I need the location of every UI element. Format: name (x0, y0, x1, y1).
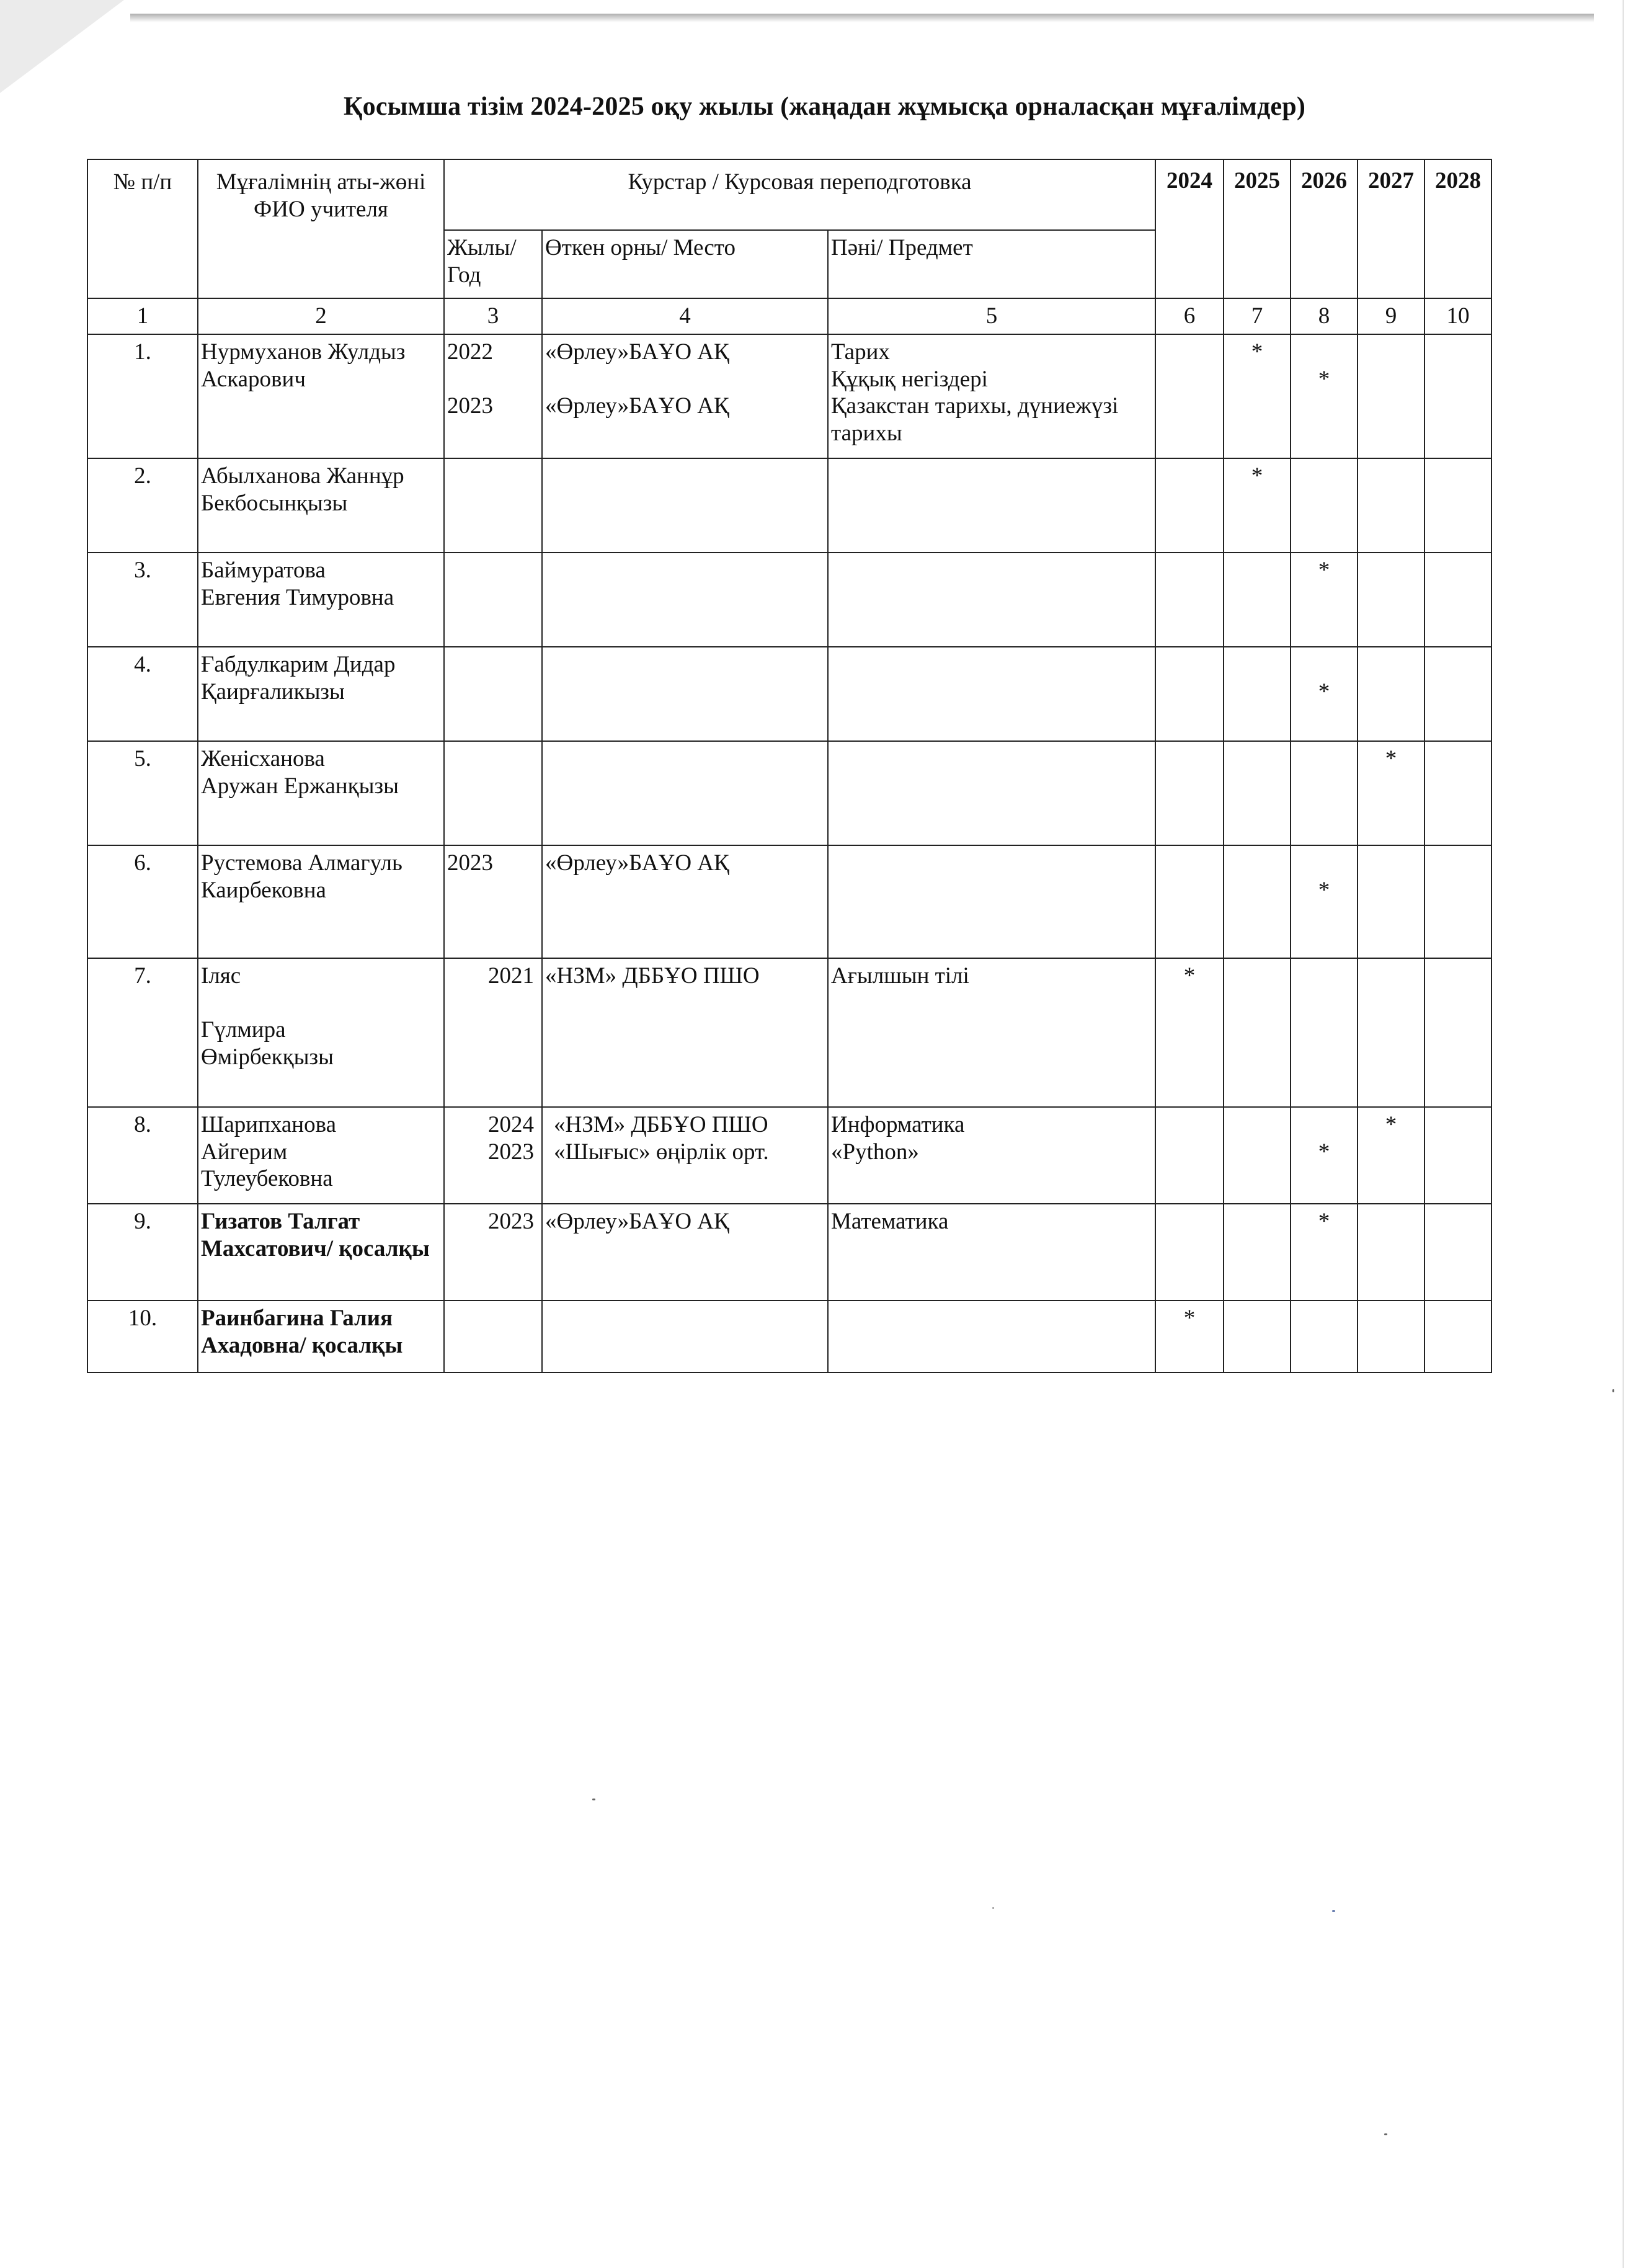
year-mark-2025 (1224, 553, 1291, 647)
year-mark-2027: * (1358, 741, 1425, 845)
row-number: 9. (87, 1204, 198, 1301)
year-mark-2028 (1425, 458, 1491, 553)
index-cell: 5 (828, 298, 1155, 334)
table-row (87, 458, 1491, 553)
table-row (87, 741, 1491, 845)
courses-table (87, 159, 1492, 1373)
page-title: Қосымша тізім 2024-2025 оқу жылы (жаңадан жұмысқа орналасқан мұғалімдер) (343, 92, 1306, 121)
header-teacher: Мұғалімнің аты-жөні ФИО учителя (198, 159, 444, 298)
teacher-name: Нурмуханов Жулдыз Аскарович (198, 334, 444, 458)
year-mark-2027 (1358, 334, 1425, 458)
year-mark-2026: * (1291, 845, 1358, 958)
year-mark-2024 (1155, 458, 1224, 553)
course-place (542, 741, 828, 845)
year-mark-2027: * (1358, 1107, 1425, 1204)
course-place: «Өрлеу»БАҰО АҚ (542, 1204, 828, 1301)
course-subject: Информатика «Python» (828, 1107, 1155, 1204)
scan-speck (992, 1907, 994, 1909)
course-place: «Өрлеу»БАҰО АҚ «Өрлеу»БАҰО АҚ (542, 334, 828, 458)
header-place-col: Өткен орны/ Место (542, 230, 828, 298)
course-place (542, 553, 828, 647)
teacher-name: Гизатов Талгат Махсатович/ қосалқы (198, 1204, 444, 1301)
year-mark-2025: * (1224, 458, 1291, 553)
year-mark-2026: * (1291, 1204, 1358, 1301)
course-subject: Тарих Құқық негіздері Қазакстан тарихы, дүниежүзі тарихы (828, 334, 1155, 458)
row-number: 1. (87, 334, 198, 458)
course-year (444, 553, 542, 647)
year-mark-2024 (1155, 741, 1224, 845)
year-mark-2024: * (1155, 1301, 1224, 1372)
header-year-2026: 2026 (1291, 159, 1358, 298)
index-cell: 6 (1155, 298, 1224, 334)
row-number: 3. (87, 553, 198, 647)
year-mark-2025 (1224, 958, 1291, 1107)
year-mark-2028 (1425, 1107, 1491, 1204)
year-mark-2028 (1425, 958, 1491, 1107)
year-mark-2026: * (1291, 553, 1358, 647)
year-mark-2025 (1224, 845, 1291, 958)
year-mark-2024 (1155, 647, 1224, 741)
index-cell: 7 (1224, 298, 1291, 334)
year-mark-2027 (1358, 553, 1425, 647)
index-cell: 9 (1358, 298, 1425, 334)
course-subject (828, 458, 1155, 553)
course-subject: Математика (828, 1204, 1155, 1301)
table-row (87, 845, 1491, 958)
scan-corner-shadow (0, 0, 124, 93)
course-year (444, 1301, 542, 1372)
index-cell: 10 (1425, 298, 1491, 334)
scan-speck (592, 1799, 595, 1800)
year-mark-2024: * (1155, 958, 1224, 1107)
scan-speck (1332, 1910, 1335, 1912)
year-mark-2028 (1425, 553, 1491, 647)
index-cell: 3 (444, 298, 542, 334)
course-year: 2024 2023 (444, 1107, 542, 1204)
course-year: 2022 2023 (444, 334, 542, 458)
table-row (87, 1301, 1491, 1372)
year-mark-2025 (1224, 1301, 1291, 1372)
teacher-name: Рустемова Алмагуль Каирбековна (198, 845, 444, 958)
year-mark-2024 (1155, 1107, 1224, 1204)
year-mark-2027 (1358, 1301, 1425, 1372)
year-mark-2028 (1425, 334, 1491, 458)
year-mark-2025 (1224, 647, 1291, 741)
header-courses: Курстар / Курсовая переподготовка (444, 159, 1155, 230)
table-row (87, 647, 1491, 741)
course-subject (828, 553, 1155, 647)
year-mark-2028 (1425, 741, 1491, 845)
course-place (542, 458, 828, 553)
year-mark-2026 (1291, 958, 1358, 1107)
header-row-top (87, 159, 1491, 230)
course-year (444, 647, 542, 741)
course-year (444, 458, 542, 553)
teacher-name: Раинбагина Галия Ахадовна/ қосалқы (198, 1301, 444, 1372)
teacher-name: Іляс Гүлмира Өмірбекқызы (198, 958, 444, 1107)
teacher-name: Шарипханова Айгерим Тулеубековна (198, 1107, 444, 1204)
scan-speck (1384, 2133, 1387, 2135)
year-mark-2024 (1155, 845, 1224, 958)
header-year-2028: 2028 (1425, 159, 1491, 298)
course-place: «Өрлеу»БАҰО АҚ (542, 845, 828, 958)
year-mark-2027 (1358, 647, 1425, 741)
course-subject: Ағылшын тілі (828, 958, 1155, 1107)
course-subject (828, 647, 1155, 741)
course-subject (828, 1301, 1155, 1372)
year-mark-2025: * (1224, 334, 1291, 458)
table-row (87, 334, 1491, 458)
header-year-2027: 2027 (1358, 159, 1425, 298)
table-row (87, 553, 1491, 647)
row-number: 5. (87, 741, 198, 845)
year-mark-2026: * (1291, 334, 1358, 458)
row-number: 2. (87, 458, 198, 553)
row-number: 7. (87, 958, 198, 1107)
year-mark-2025 (1224, 741, 1291, 845)
index-cell: 4 (542, 298, 828, 334)
teacher-name: Ғабдулкарим Дидар Қаирғаликызы (198, 647, 444, 741)
year-mark-2025 (1224, 1107, 1291, 1204)
index-cell: 8 (1291, 298, 1358, 334)
year-mark-2026 (1291, 458, 1358, 553)
year-mark-2028 (1425, 1301, 1491, 1372)
course-year: 2023 (444, 1204, 542, 1301)
year-mark-2027 (1358, 958, 1425, 1107)
row-number: 4. (87, 647, 198, 741)
year-mark-2025 (1224, 1204, 1291, 1301)
index-cell: 1 (87, 298, 198, 334)
teacher-name: Абылханова Жаннұр Бекбосынқызы (198, 458, 444, 553)
year-mark-2026: * (1291, 647, 1358, 741)
year-mark-2024 (1155, 1204, 1224, 1301)
table-row (87, 1107, 1491, 1204)
year-mark-2027 (1358, 458, 1425, 553)
year-mark-2028 (1425, 1204, 1491, 1301)
header-num: № п/п (87, 159, 198, 298)
course-year: 2023 (444, 845, 542, 958)
year-mark-2026 (1291, 741, 1358, 845)
course-subject (828, 845, 1155, 958)
course-place: «НЗМ» ДББҰО ПШО «Шығыс» өңірлік орт. (542, 1107, 828, 1204)
year-mark-2027 (1358, 1204, 1425, 1301)
row-number: 6. (87, 845, 198, 958)
header-year-2025: 2025 (1224, 159, 1291, 298)
header-year-col: Жылы/ Год (444, 230, 542, 298)
course-year: 2021 (444, 958, 542, 1107)
scan-speck (1612, 1389, 1614, 1392)
index-cell: 2 (198, 298, 444, 334)
scan-side-edge (1622, 0, 1624, 2268)
table-row (87, 958, 1491, 1107)
row-number: 10. (87, 1301, 198, 1372)
year-mark-2027 (1358, 845, 1425, 958)
scan-top-edge (130, 14, 1594, 22)
teacher-name: Женісханова Аружан Ержанқызы (198, 741, 444, 845)
index-row (87, 298, 1491, 334)
course-place: «НЗМ» ДББҰО ПШО (542, 958, 828, 1107)
year-mark-2024 (1155, 334, 1224, 458)
header-year-2024: 2024 (1155, 159, 1224, 298)
course-subject (828, 741, 1155, 845)
year-mark-2024 (1155, 553, 1224, 647)
year-mark-2028 (1425, 845, 1491, 958)
header-subject-col: Пәні/ Предмет (828, 230, 1155, 298)
table-row (87, 1204, 1491, 1301)
year-mark-2026: * (1291, 1107, 1358, 1204)
year-mark-2028 (1425, 647, 1491, 741)
row-number: 8. (87, 1107, 198, 1204)
course-place (542, 1301, 828, 1372)
year-mark-2026 (1291, 1301, 1358, 1372)
course-year (444, 741, 542, 845)
course-place (542, 647, 828, 741)
teacher-name: Баймуратова Евгения Тимуровна (198, 553, 444, 647)
